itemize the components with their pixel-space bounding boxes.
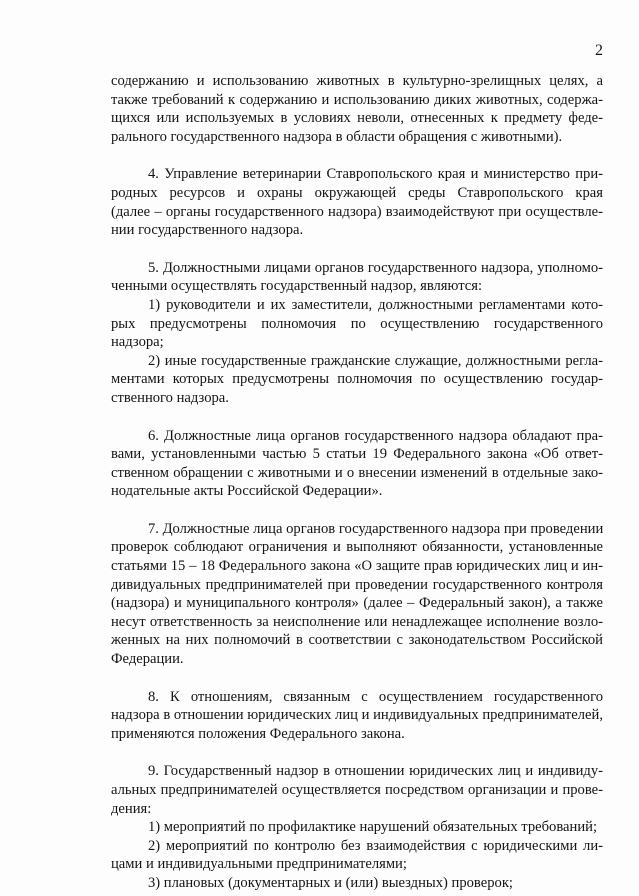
paragraph-4 bbox=[111, 165, 603, 239]
paragraph-9-item-2 bbox=[111, 837, 603, 874]
text-line: женных на них полномочий в соответствии с законодательством Российской bbox=[111, 632, 603, 649]
text-line: 7. Должностные лица органов государственного надзора при проведении bbox=[148, 520, 604, 537]
text-line: 5. Должностными лицами органов государственного надзора, уполномо- bbox=[148, 259, 603, 276]
text-line: щихся или используемых в условиях неволи, отнесенных к предмету феде- bbox=[111, 110, 603, 127]
text-line: 1) мероприятий по профилактике нарушений обязательных требований; bbox=[148, 819, 597, 836]
paragraph-6 bbox=[111, 427, 603, 501]
paragraph-continuation bbox=[111, 72, 603, 146]
text-line: 8. К отношениям, связанным с осуществлением государственного bbox=[148, 688, 603, 705]
paragraph-5-item-2 bbox=[111, 352, 603, 408]
paragraph-9 bbox=[111, 762, 603, 818]
paragraph-5 bbox=[111, 259, 603, 296]
text-line: нии государственного надзора. bbox=[111, 222, 304, 239]
page-number: 2 bbox=[595, 42, 603, 59]
text-line: ченными осуществлять государственный надзор, являются: bbox=[111, 278, 483, 295]
text-line: дения: bbox=[111, 800, 152, 817]
text-line: надзора; bbox=[111, 334, 164, 351]
text-line: (далее – органы государственного надзора) взаимодействуют при осуществле- bbox=[111, 203, 603, 220]
text-line: применяются положения Федерального закона. bbox=[111, 725, 405, 742]
text-line: 6. Должностные лица органов государственного надзора обладают пра- bbox=[148, 427, 603, 444]
text-line: 2) иные государственные гражданские служащие, должностными регла- bbox=[148, 352, 603, 369]
text-line: 9. Государственный надзор в отношении юридических лиц и индивиду- bbox=[148, 763, 603, 780]
text-line: 2) мероприятий по контролю без взаимодействия с юридическими ли- bbox=[148, 837, 603, 854]
text-line: 4. Управление ветеринарии Ставропольского края и министерство при- bbox=[148, 166, 603, 183]
text-line: 3) плановых (документарных и (или) выездных) проверок; bbox=[148, 874, 513, 891]
text-line: (надзора) и муниципального контроля» (далее – Федеральный закон), а также bbox=[111, 595, 603, 612]
text-line: Федерации. bbox=[111, 651, 184, 668]
paragraph-7 bbox=[111, 520, 603, 669]
text-line: также требований к содержанию и использованию диких животных, содержа- bbox=[111, 91, 603, 108]
text-line: содержанию и использованию животных в культурно-зрелищных целях, а bbox=[111, 73, 603, 89]
text-line: несут ответственность за неисполнение или ненадлежащее исполнение возло- bbox=[111, 613, 603, 630]
paragraph-5-item-1 bbox=[111, 296, 603, 352]
text-line: вами, установленными частью 5 статьи 19 Федерального закона «Об ответ- bbox=[111, 446, 603, 463]
text-line: статьями 15 – 18 Федерального закона «О защите прав юридических лиц и ин- bbox=[111, 558, 603, 575]
text-line: альных предпринимателей осуществляется посредством организации и прове- bbox=[111, 782, 603, 798]
paragraph-8 bbox=[111, 688, 603, 744]
text-line: дивидуальных предпринимателей при проведении государственного контроля bbox=[111, 576, 603, 593]
document-body bbox=[111, 72, 603, 893]
text-line: ственного надзора. bbox=[111, 389, 229, 406]
text-line: надзора в отношении юридических лиц и индивидуальных предпринимателей, bbox=[111, 707, 603, 724]
text-line: нодательные акты Российской Федерации». bbox=[111, 483, 383, 500]
text-line: рых предусмотрены полномочия по осуществлению государственного bbox=[111, 315, 603, 332]
text-line: родных ресурсов и охраны окружающей среды Ставропольского края bbox=[111, 184, 603, 201]
text-line: ментами которых предусмотрены полномочия по осуществлению государ- bbox=[111, 371, 603, 388]
text-line: цами и индивидуальными предпринимателями; bbox=[111, 856, 407, 873]
text-line: проверок соблюдают ограничения и выполняют обязанности, установленные bbox=[111, 539, 603, 556]
text-line: 1) руководители и их заместители, должностными регламентами кото- bbox=[148, 296, 603, 313]
text-line: ственном обращении с животными и о внесении изменений в отдельные зако- bbox=[111, 464, 603, 481]
paragraph-9-item-1 bbox=[111, 818, 603, 837]
text-line: рального государственного надзора в области обращения с животными). bbox=[111, 128, 563, 145]
paragraph-9-item-3 bbox=[111, 874, 603, 893]
